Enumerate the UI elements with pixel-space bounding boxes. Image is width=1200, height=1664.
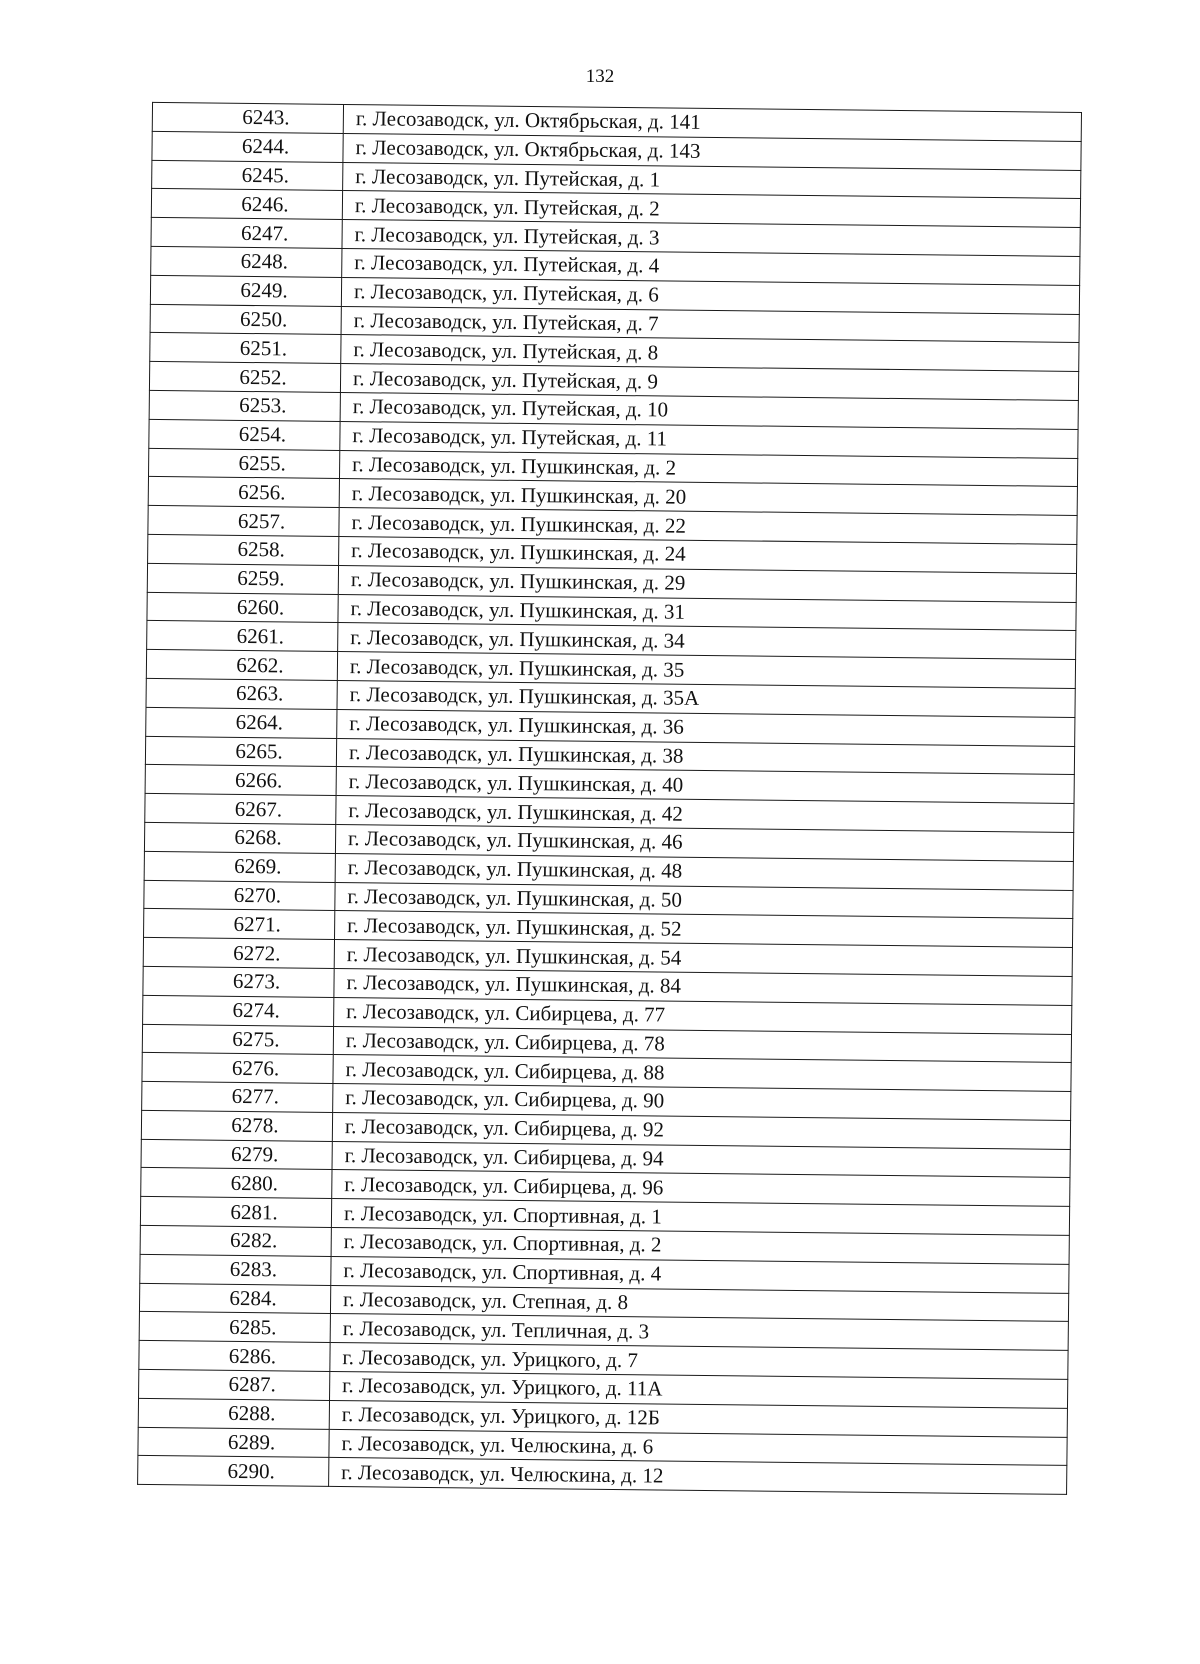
row-number-cell xyxy=(142,1081,333,1112)
row-number: 6265. xyxy=(235,738,283,764)
row-number-cell xyxy=(140,1225,331,1256)
address-cell: г. Лесозаводск, ул. Челюскина, д. 6 xyxy=(329,1429,1067,1466)
row-number-cell xyxy=(139,1283,330,1314)
row-number-cell xyxy=(148,506,339,537)
row-number: 6259. xyxy=(237,566,285,591)
address-cell: г. Лесозаводск, ул. Пушкинская, д. 40 xyxy=(336,767,1074,804)
address-cell: г. Лесозаводск, ул. Пушкинская, д. 35 xyxy=(337,652,1075,689)
row-number-cell xyxy=(144,822,335,853)
row-number: 6281. xyxy=(230,1199,278,1225)
address-cell: г. Лесозаводск, ул. Пушкинская, д. 29 xyxy=(338,565,1076,602)
row-number: 6274. xyxy=(232,997,280,1023)
address-cell: г. Лесозаводск, ул. Путейская, д. 9 xyxy=(340,364,1078,401)
row-number-cell xyxy=(143,938,334,969)
row-number: 6282. xyxy=(229,1228,278,1253)
row-number: 6267. xyxy=(234,796,283,821)
row-number: 6289. xyxy=(227,1429,276,1455)
address-cell: г. Лесозаводск, ул. Пушкинская, д. 84 xyxy=(334,968,1072,1005)
row-number-cell xyxy=(150,275,341,306)
row-number-cell xyxy=(139,1369,330,1400)
row-number-cell xyxy=(146,707,337,738)
row-number: 6271. xyxy=(233,911,281,937)
row-number-cell xyxy=(144,909,335,940)
address-cell: г. Лесозаводск, ул. Путейская, д. 6 xyxy=(341,277,1079,314)
row-number-cell xyxy=(142,1024,333,1055)
row-number-cell xyxy=(149,362,340,393)
address-cell: г. Лесозаводск, ул. Путейская, д. 11 xyxy=(340,421,1078,458)
address-cell: г. Лесозаводск, ул. Путейская, д. 3 xyxy=(342,220,1080,257)
row-number-cell xyxy=(146,650,337,681)
row-number: 6286. xyxy=(228,1343,277,1369)
row-number: 6249. xyxy=(240,278,288,303)
address-cell: г. Лесозаводск, ул. Тепличная, д. 3 xyxy=(330,1314,1068,1351)
row-number: 6288. xyxy=(228,1401,276,1426)
address-cell: г. Лесозаводск, ул. Октябрьская, д. 141 xyxy=(343,105,1081,142)
row-number-cell xyxy=(141,1110,332,1141)
row-number-cell xyxy=(150,304,341,335)
row-number: 6256. xyxy=(238,479,286,505)
address-cell: г. Лесозаводск, ул. Пушкинская, д. 36 xyxy=(337,709,1075,746)
row-number: 6252. xyxy=(239,364,287,389)
address-table-body xyxy=(138,102,1082,1494)
address-cell: г. Лесозаводск, ул. Пушкинская, д. 31 xyxy=(338,594,1076,631)
row-number-cell xyxy=(151,246,342,277)
row-number: 6246. xyxy=(241,191,289,217)
row-number: 6280. xyxy=(230,1170,279,1196)
address-cell: г. Лесозаводск, ул. Пушкинская, д. 2 xyxy=(339,450,1077,487)
page-number: 132 xyxy=(585,66,615,87)
row-number: 6279. xyxy=(230,1141,279,1167)
row-number-cell xyxy=(138,1427,329,1458)
row-number-cell xyxy=(149,390,340,421)
row-number: 6287. xyxy=(228,1372,276,1397)
address-cell: г. Лесозаводск, ул. Пушкинская, д. 42 xyxy=(336,796,1074,833)
row-number-cell xyxy=(141,1139,332,1170)
row-number: 6272. xyxy=(233,940,281,965)
row-number-cell xyxy=(145,736,336,767)
address-cell: г. Лесозаводск, ул. Сибирцева, д. 88 xyxy=(333,1055,1071,1092)
address-cell: г. Лесозаводск, ул. Урицкого, д. 7 xyxy=(330,1343,1068,1380)
address-cell: г. Лесозаводск, ул. Пушкинская, д. 34 xyxy=(338,623,1076,660)
row-number-cell xyxy=(149,419,340,450)
address-cell: г. Лесозаводск, ул. Пушкинская, д. 38 xyxy=(336,738,1074,775)
row-number-cell xyxy=(147,621,338,652)
address-cell: г. Лесозаводск, ул. Путейская, д. 4 xyxy=(342,248,1080,285)
address-cell: г. Лесозаводск, ул. Сибирцева, д. 78 xyxy=(333,1026,1071,1063)
row-number-cell xyxy=(139,1341,330,1372)
row-number: 6245. xyxy=(241,162,290,188)
row-number-cell xyxy=(138,1456,329,1487)
row-number: 6250. xyxy=(239,306,288,332)
row-number-cell xyxy=(140,1254,331,1285)
row-number: 6261. xyxy=(236,623,285,649)
row-number-cell xyxy=(142,1053,333,1084)
address-cell: г. Лесозаводск, ул. Пушкинская, д. 54 xyxy=(334,940,1072,977)
row-number: 6257. xyxy=(237,508,286,533)
row-number: 6273. xyxy=(232,969,281,994)
address-cell: г. Лесозаводск, ул. Пушкинская, д. 35А xyxy=(337,680,1075,717)
row-number: 6284. xyxy=(229,1285,277,1311)
row-number-cell xyxy=(147,592,338,623)
address-cell: г. Лесозаводск, ул. Путейская, д. 2 xyxy=(342,191,1080,228)
row-number: 6255. xyxy=(238,450,286,476)
address-cell: г. Лесозаводск, ул. Пушкинская, д. 50 xyxy=(335,882,1073,919)
row-number-cell xyxy=(148,534,339,565)
address-cell: г. Лесозаводск, ул. Степная, д. 8 xyxy=(330,1285,1068,1322)
row-number: 6275. xyxy=(232,1026,280,1052)
address-cell: г. Лесозаводск, ул. Сибирцева, д. 77 xyxy=(334,997,1072,1034)
address-table xyxy=(137,102,1082,1495)
address-cell: г. Лесозаводск, ул. Спортивная, д. 2 xyxy=(331,1228,1069,1265)
address-cell: г. Лесозаводск, ул. Путейская, д. 1 xyxy=(343,162,1081,199)
row-number: 6258. xyxy=(237,537,285,562)
row-number-cell xyxy=(148,448,339,479)
address-cell: г. Лесозаводск, ул. Путейская, д. 7 xyxy=(341,306,1079,343)
address-cell: г. Лесозаводск, ул. Пушкинская, д. 52 xyxy=(335,911,1073,948)
address-cell: г. Лесозаводск, ул. Путейская, д. 8 xyxy=(341,335,1079,372)
row-number: 6247. xyxy=(240,220,289,245)
row-number-cell xyxy=(140,1197,331,1228)
address-cell: г. Лесозаводск, ул. Пушкинская, д. 24 xyxy=(339,536,1077,573)
row-number: 6276. xyxy=(231,1055,280,1081)
row-number-cell xyxy=(143,995,334,1026)
row-number-cell xyxy=(146,678,337,709)
row-number-cell xyxy=(141,1168,332,1199)
row-number: 6266. xyxy=(234,767,283,793)
row-number-cell xyxy=(145,765,336,796)
row-number: 6263. xyxy=(235,681,284,706)
row-number: 6243. xyxy=(242,105,290,130)
row-number: 6285. xyxy=(229,1314,277,1340)
row-number: 6253. xyxy=(239,393,287,418)
row-number-cell xyxy=(138,1398,329,1429)
row-number: 6270. xyxy=(233,882,282,908)
row-number: 6283. xyxy=(229,1257,278,1282)
address-cell: г. Лесозаводск, ул. Спортивная, д. 4 xyxy=(331,1256,1069,1293)
address-cell: г. Лесозаводск, ул. Спортивная, д. 1 xyxy=(331,1199,1069,1236)
address-table-container xyxy=(137,102,1082,1495)
row-number: 6262. xyxy=(236,652,284,677)
address-cell: г. Лесозаводск, ул. Сибирцева, д. 96 xyxy=(332,1170,1070,1207)
row-number-cell xyxy=(143,966,334,997)
row-number-cell xyxy=(151,218,342,249)
address-cell: г. Лесозаводск, ул. Путейская, д. 10 xyxy=(340,392,1078,429)
address-cell: г. Лесозаводск, ул. Пушкинская, д. 20 xyxy=(339,479,1077,516)
address-cell: г. Лесозаводск, ул. Сибирцева, д. 94 xyxy=(332,1141,1070,1178)
address-cell: г. Лесозаводск, ул. Урицкого, д. 11А xyxy=(330,1371,1068,1408)
address-cell: г. Лесозаводск, ул. Челюскина, д. 12 xyxy=(329,1458,1067,1495)
row-number: 6254. xyxy=(238,422,287,447)
row-number-cell xyxy=(144,851,335,882)
row-number-cell xyxy=(152,160,343,191)
row-number: 6264. xyxy=(235,710,284,735)
address-cell: г. Лесозаводск, ул. Сибирцева, д. 90 xyxy=(333,1084,1071,1121)
row-number: 6251. xyxy=(239,335,288,361)
row-number-cell xyxy=(152,131,343,162)
row-number-cell xyxy=(145,794,336,825)
row-number: 6248. xyxy=(240,249,289,274)
row-number: 6278. xyxy=(231,1113,279,1138)
row-number-cell xyxy=(152,102,343,133)
row-number-cell xyxy=(139,1312,330,1343)
address-cell: г. Лесозаводск, ул. Пушкинская, д. 46 xyxy=(335,824,1073,861)
row-number: 6244. xyxy=(241,134,290,159)
row-number: 6269. xyxy=(234,853,282,879)
row-number-cell xyxy=(147,563,338,594)
address-cell: г. Лесозаводск, ул. Урицкого, д. 12Б xyxy=(329,1400,1067,1437)
address-cell: г. Лесозаводск, ул. Пушкинская, д. 22 xyxy=(339,508,1077,545)
address-cell: г. Лесозаводск, ул. Пушкинская, д. 48 xyxy=(335,853,1073,890)
row-number-cell xyxy=(144,880,335,911)
row-number: 6277. xyxy=(231,1084,280,1109)
row-number: 6260. xyxy=(236,594,285,620)
row-number-cell xyxy=(151,189,342,220)
address-cell: г. Лесозаводск, ул. Сибирцева, д. 92 xyxy=(332,1112,1070,1149)
address-cell: г. Лесозаводск, ул. Октябрьская, д. 143 xyxy=(343,133,1081,170)
row-number: 6290. xyxy=(227,1458,276,1484)
row-number: 6268. xyxy=(234,825,282,850)
row-number-cell xyxy=(150,333,341,364)
row-number-cell xyxy=(148,477,339,508)
